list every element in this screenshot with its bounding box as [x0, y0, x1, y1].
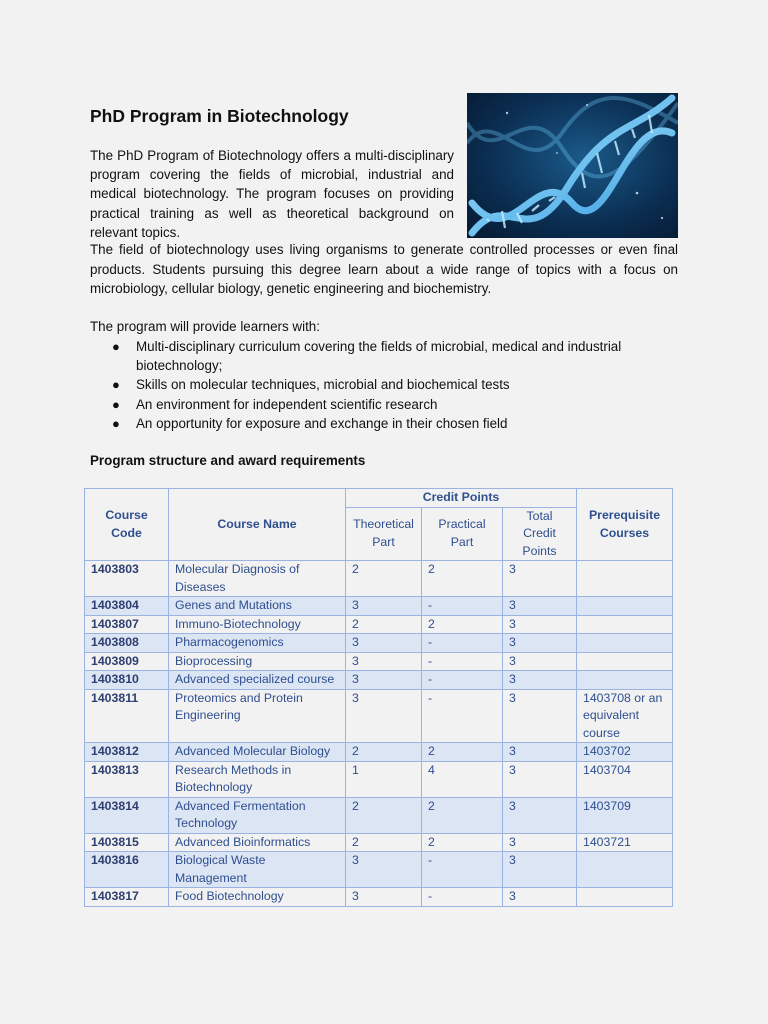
course-name-cell: Pharmacogenomics — [169, 634, 346, 653]
practical-cell: - — [422, 634, 503, 653]
dna-helix-image — [467, 93, 678, 238]
prerequisite-cell — [577, 852, 673, 888]
prerequisite-cell — [577, 615, 673, 634]
table-row — [85, 615, 673, 634]
header-total: Total Credit Points — [503, 507, 577, 561]
bullet-dot-icon: ● — [112, 377, 120, 393]
total-credit-cell: 3 — [503, 689, 577, 743]
table-row — [85, 689, 673, 743]
prerequisite-cell: 1403704 — [577, 761, 673, 797]
total-credit-cell: 3 — [503, 743, 577, 762]
practical-cell: 2 — [422, 797, 503, 833]
course-name-cell: Proteomics and Protein Engineering — [169, 689, 346, 743]
course-code-cell: 1403814 — [85, 797, 169, 833]
table-row — [85, 671, 673, 690]
theoretical-cell: 2 — [346, 615, 422, 634]
practical-cell: 4 — [422, 761, 503, 797]
intro-paragraph: The PhD Program of Biotechnology offers a multi-disciplinary program covering the fields of microbial, industrial and medical biotechnology. The program focuses on providing practical training as well as theoretical background on relevant topics. — [90, 148, 454, 240]
prerequisite-cell — [577, 597, 673, 616]
header-prerequisite: Prerequisite Courses — [577, 489, 673, 561]
course-name-cell: Advanced Bioinformatics — [169, 833, 346, 852]
course-code-cell: 1403816 — [85, 852, 169, 888]
bullet-list — [90, 337, 678, 433]
theoretical-cell: 3 — [346, 671, 422, 690]
total-credit-cell: 3 — [503, 634, 577, 653]
theoretical-cell: 3 — [346, 652, 422, 671]
course-code-cell: 1403812 — [85, 743, 169, 762]
prerequisite-cell — [577, 888, 673, 907]
course-rows — [85, 561, 673, 907]
course-code-cell: 1403803 — [85, 561, 169, 597]
prerequisite-cell: 1403708 or an equivalent course — [577, 689, 673, 743]
practical-cell: 2 — [422, 615, 503, 634]
course-code-cell: 1403815 — [85, 833, 169, 852]
table-row — [85, 797, 673, 833]
prerequisite-cell: 1403702 — [577, 743, 673, 762]
total-credit-cell: 3 — [503, 597, 577, 616]
theoretical-cell: 3 — [346, 634, 422, 653]
table-row — [85, 888, 673, 907]
course-name-cell: Biological Waste Management — [169, 852, 346, 888]
bullet-item: ● An environment for independent scientific research — [90, 395, 678, 414]
course-code-cell: 1403813 — [85, 761, 169, 797]
header-course-name: Course Name — [169, 489, 346, 561]
total-credit-cell: 3 — [503, 888, 577, 907]
total-credit-cell: 3 — [503, 615, 577, 634]
course-name-cell: Molecular Diagnosis of Diseases — [169, 561, 346, 597]
theoretical-cell: 2 — [346, 561, 422, 597]
course-code-cell: 1403817 — [85, 888, 169, 907]
practical-cell: - — [422, 597, 503, 616]
theoretical-cell: 3 — [346, 888, 422, 907]
prerequisite-cell — [577, 652, 673, 671]
course-code-cell: 1403808 — [85, 634, 169, 653]
table-row — [85, 833, 673, 852]
course-name-cell: Genes and Mutations — [169, 597, 346, 616]
bullet-dot-icon: ● — [112, 339, 120, 354]
table-row — [85, 743, 673, 762]
prerequisite-cell: 1403709 — [577, 797, 673, 833]
course-name-cell: Advanced specialized course — [169, 671, 346, 690]
course-name-cell: Food Biotechnology — [169, 888, 346, 907]
total-credit-cell: 3 — [503, 652, 577, 671]
course-code-cell: 1403810 — [85, 671, 169, 690]
table-row — [85, 652, 673, 671]
theoretical-cell: 3 — [346, 597, 422, 616]
theoretical-cell: 2 — [346, 743, 422, 762]
bullet-dot-icon: ● — [112, 396, 120, 412]
course-code-cell: 1403804 — [85, 597, 169, 616]
bullet-item: ● An opportunity for exposure and exchange in their chosen field — [90, 414, 678, 433]
course-name-cell: Research Methods in Biotechnology — [169, 761, 346, 797]
theoretical-cell: 3 — [346, 689, 422, 743]
body-paragraph: The field of biotechnology uses living organisms to generate controlled processes or even final products. Students pursuing this degree learn about a wide range of topics with a focus on microbiology, cellular biology, genetic engineering and biochemistry. — [90, 242, 678, 296]
total-credit-cell: 3 — [503, 671, 577, 690]
bullet-item: ● Skills on molecular techniques, microbial and biochemical tests — [90, 375, 678, 394]
course-name-cell: Bioprocessing — [169, 652, 346, 671]
course-name-cell: Immuno-Biotechnology — [169, 615, 346, 634]
prerequisite-cell — [577, 561, 673, 597]
header-practical: Practical Part — [422, 507, 503, 561]
course-code-cell: 1403807 — [85, 615, 169, 634]
table-row — [85, 761, 673, 797]
theoretical-cell: 1 — [346, 761, 422, 797]
course-name-cell: Advanced Molecular Biology — [169, 743, 346, 762]
prerequisite-cell — [577, 634, 673, 653]
table-row — [85, 561, 673, 597]
header-course-code: Course Code — [85, 489, 169, 561]
total-credit-cell: 3 — [503, 561, 577, 597]
page-title: PhD Program in Biotechnology — [90, 106, 349, 126]
practical-cell: 2 — [422, 833, 503, 852]
theoretical-cell: 3 — [346, 852, 422, 888]
prerequisite-cell: 1403721 — [577, 833, 673, 852]
table-row — [85, 597, 673, 616]
table-row — [85, 852, 673, 888]
practical-cell: - — [422, 852, 503, 888]
total-credit-cell: 3 — [503, 761, 577, 797]
practical-cell: - — [422, 652, 503, 671]
header-credit-points: Credit Points — [346, 489, 577, 508]
course-name-cell: Advanced Fermentation Technology — [169, 797, 346, 833]
table-row — [85, 634, 673, 653]
course-code-cell: 1403809 — [85, 652, 169, 671]
theoretical-cell: 2 — [346, 833, 422, 852]
total-credit-cell: 3 — [503, 797, 577, 833]
total-credit-cell: 3 — [503, 833, 577, 852]
course-code-cell: 1403811 — [85, 689, 169, 743]
prerequisite-cell — [577, 671, 673, 690]
practical-cell: - — [422, 689, 503, 743]
practical-cell: - — [422, 671, 503, 690]
course-table — [84, 488, 673, 907]
theoretical-cell: 2 — [346, 797, 422, 833]
practical-cell: 2 — [422, 743, 503, 762]
practical-cell: - — [422, 888, 503, 907]
provide-intro: The program will provide learners with: — [90, 319, 320, 334]
total-credit-cell: 3 — [503, 852, 577, 888]
practical-cell: 2 — [422, 561, 503, 597]
bullet-dot-icon: ● — [112, 415, 120, 431]
header-theoretical: Theoretical Part — [346, 507, 422, 561]
bullet-item: ● Multi-disciplinary curriculum covering the fields of microbial, medical and industrial biotechnology; — [112, 339, 622, 374]
section-heading: Program structure and award requirements — [90, 453, 366, 468]
